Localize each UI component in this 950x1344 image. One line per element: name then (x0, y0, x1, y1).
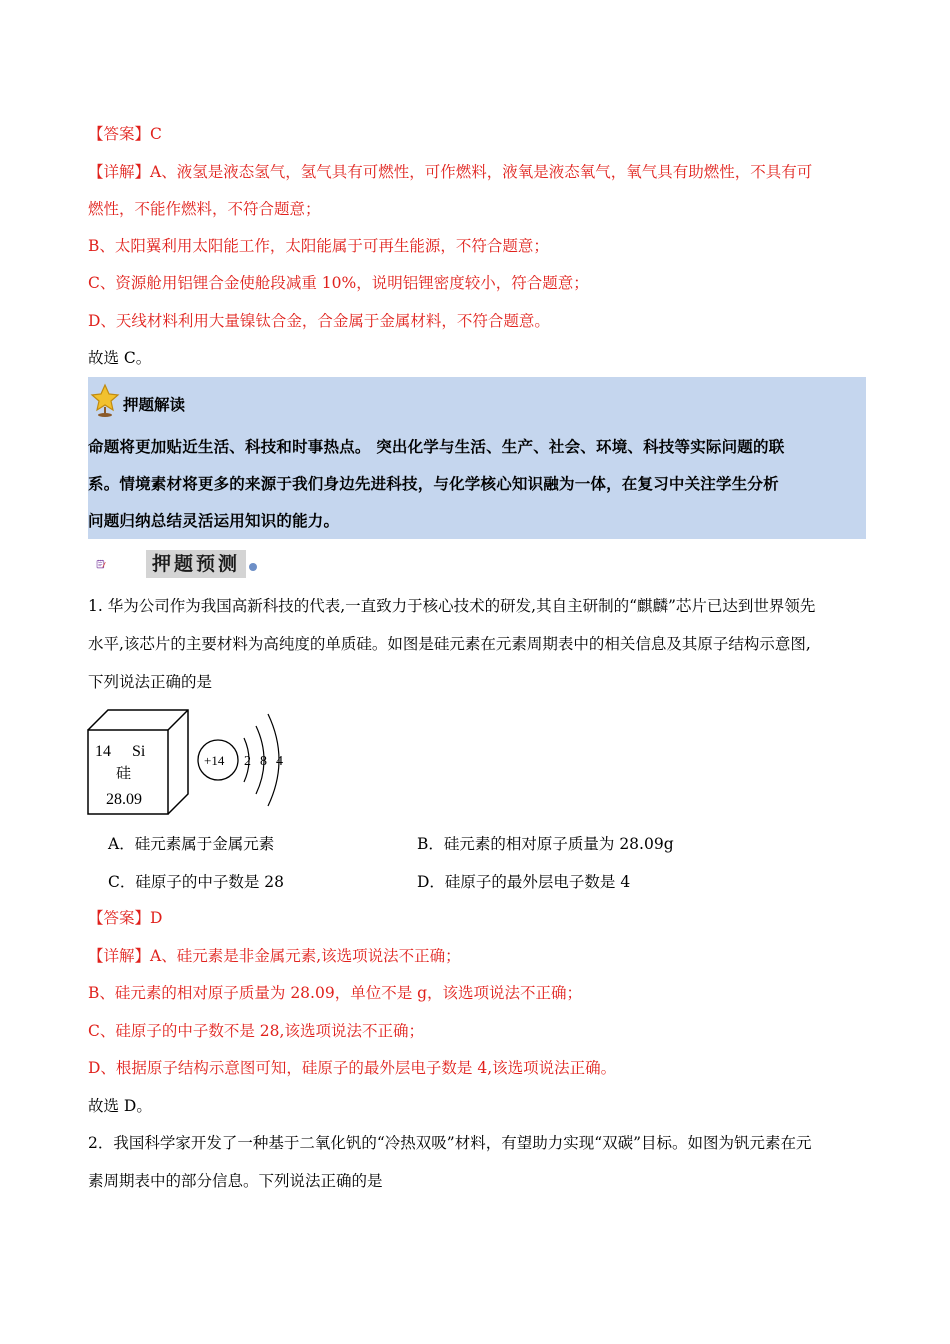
q1-option-a[interactable]: A．硅元素属于金属元素 (108, 835, 275, 853)
answer-bracket: 【答案】 (88, 909, 151, 927)
q1-option-d[interactable]: D．硅原子的最外层电子数是 4 (417, 873, 631, 891)
star-icon (90, 383, 120, 417)
q1-option-b[interactable]: B．硅元素的相对原子质量为 28.09g (417, 835, 674, 853)
q0-conclusion: 故选 C。 (88, 349, 152, 367)
interpretation-line-1: 系。情境素材将更多的来源于我们身边先进科技，与化学核心知识融为一体，在复习中关注学生分析 (88, 475, 779, 493)
atom-structure (198, 714, 283, 806)
detail-label: 【详解】 (88, 163, 151, 181)
answer-value: D (150, 909, 163, 927)
q1-detail-line-0: 【详解】A、硅元素是非金属元素,该选项说法不正确； (88, 947, 461, 965)
q1-answer (88, 908, 162, 928)
interpretation-title: 押题解读 (123, 396, 186, 414)
element-symbol: Si (132, 743, 146, 760)
q0-detail-line-1: 燃性，不能作燃料，不符合题意； (88, 200, 321, 218)
shell-electrons-2: 8 (260, 754, 267, 769)
element-number: 14 (95, 743, 111, 760)
q1-detail-line-3: D、根据原子结构示意图可知，硅原子的最外层电子数是 4,该选项说法正确。 (88, 1059, 617, 1077)
decorative-dot (249, 563, 257, 571)
q1-detail-line-2: C、硅原子的中子数不是 28,该选项说法不正确； (88, 1022, 424, 1040)
q0-detail-line-4: D、天线材料利用大量镍钛合金，合金属于金属材料，不符合题意。 (88, 312, 550, 330)
silicon-diagram (86, 708, 306, 818)
notebook-pen-icon (96, 545, 140, 583)
q1-conclusion: 故选 D。 (88, 1097, 152, 1115)
interpretation-line-2: 问题归纳总结灵活运用知识的能力。 (88, 512, 340, 530)
prediction-title: 押题预测 (146, 550, 246, 578)
element-mass: 28.09 (106, 791, 142, 808)
answer-bracket: 【答案】 (88, 125, 151, 143)
q1-stem-line-1: 水平,该芯片的主要材料为高纯度的单质硅。如图是硅元素在元素周期表中的相关信息及其原子结构示意图, (88, 635, 811, 653)
q0-answer (88, 124, 162, 144)
q2-stem-line-0: 2．我国科学家开发了一种基于二氧化钒的“冷热双吸”材料，有望助力实现“双碳”目标。如图为钒元素在元 (88, 1134, 812, 1152)
q0-detail-line-3: C、资源舱用铝锂合金使舱段减重 10%，说明铝锂密度较小，符合题意； (88, 274, 589, 292)
q0-detail-line-2: B、太阳翼利用太阳能工作，太阳能属于可再生能源，不符合题意； (88, 237, 549, 255)
interpretation-line-0: 命题将更加贴近生活、科技和时事热点。 突出化学与生活、生产、社会、环境、科技等实际问题的联 (88, 438, 785, 456)
q0-detail-line-0: 【详解】A、液氢是液态氢气，氢气具有可燃性，可作燃料，液氧是液态氧气，氧气具有助燃性，不具有可 (88, 163, 813, 181)
element-cell (88, 710, 188, 814)
q2-stem-line-1: 素周期表中的部分信息。下列说法正确的是 (88, 1172, 383, 1190)
q1-option-c[interactable]: C．硅原子的中子数是 28 (108, 873, 285, 891)
nucleus-charge: +14 (204, 753, 225, 768)
answer-value: C (150, 125, 162, 143)
element-name: 硅 (116, 764, 132, 782)
shell-electrons-3: 4 (276, 754, 283, 769)
q1-stem-line-2: 下列说法正确的是 (88, 673, 213, 691)
q1-stem-line-0: 1. 华为公司作为我国高新科技的代表,一直致力于核心技术的研发,其自主研制的“麒麟”芯片已达到世界领先 (88, 597, 816, 615)
interpretation-box (88, 377, 866, 539)
detail-label: 【详解】 (88, 947, 151, 965)
q1-detail-line-1: B、硅元素的相对原子质量为 28.09，单位不是 g，该选项说法不正确； (88, 984, 583, 1002)
shell-electrons-1: 2 (244, 754, 251, 769)
